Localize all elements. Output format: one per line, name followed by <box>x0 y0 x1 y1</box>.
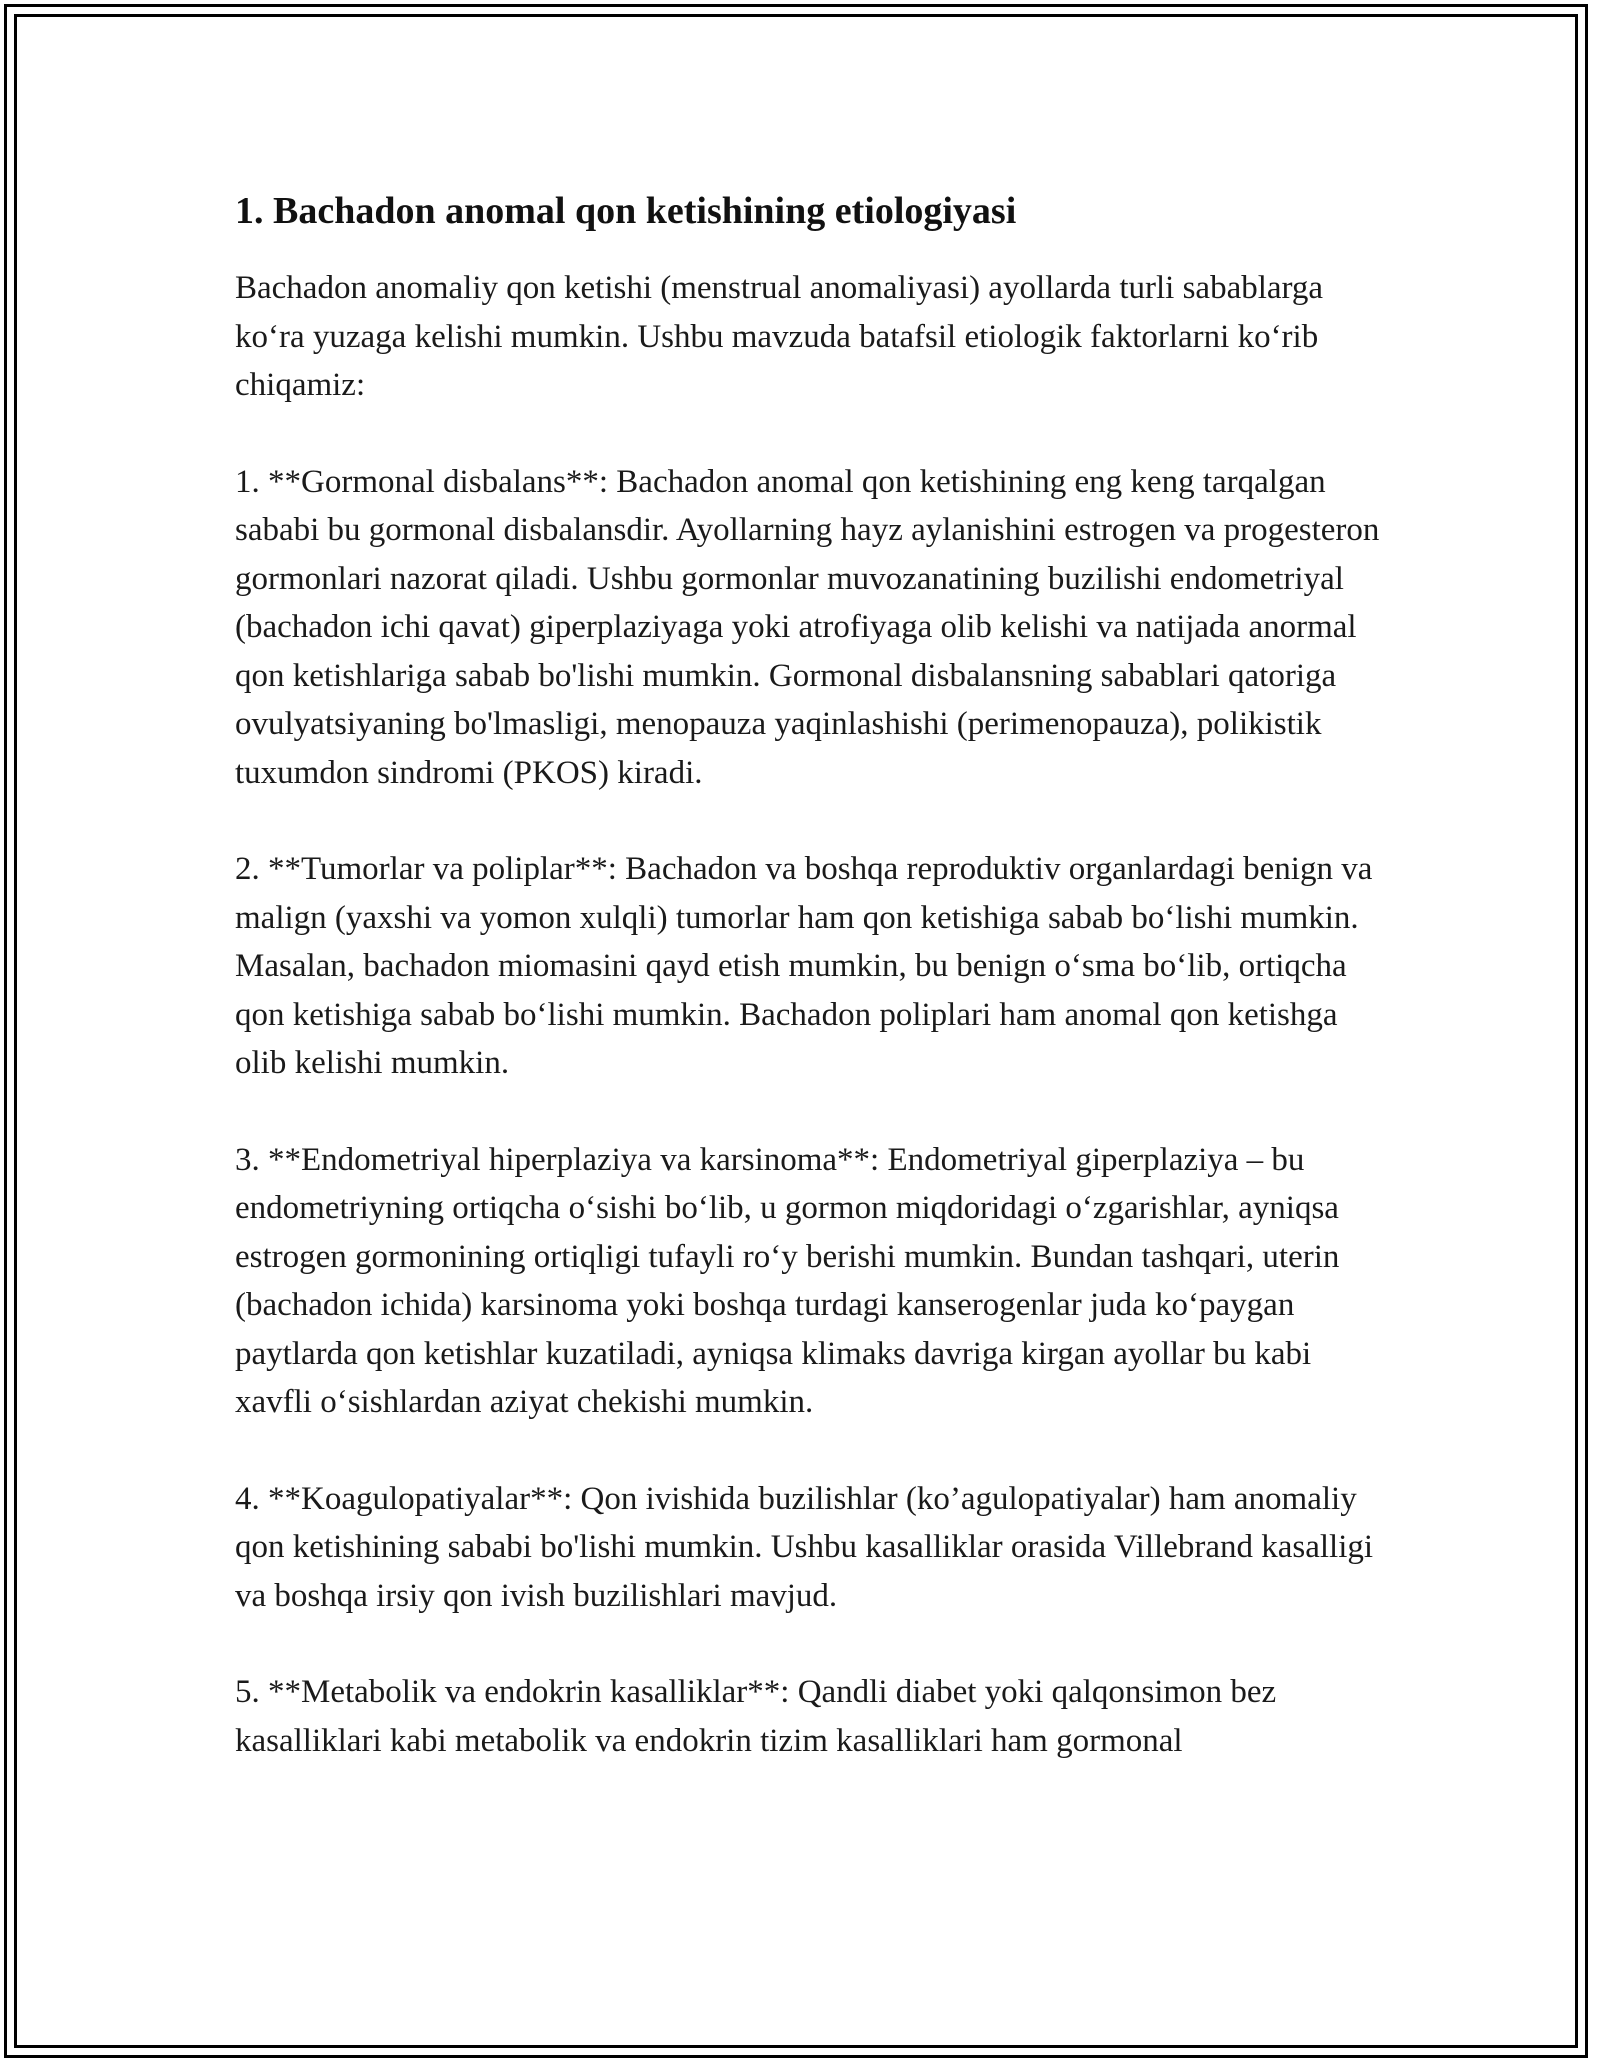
paragraph-endometrial-hyperplasia: 3. **Endometriyal hiperplaziya va karsinoma**: Endometriyal giperplaziya – bu endometriyning ortiqcha o‘sishi bo‘lib, u gormon miqdoridagi o‘zgarishlar, ayniqsa estrogen gormonining ortiqligi tufayli ro‘y berishi mumkin. Bundan tashqari, uterin (bachadon ichida) karsinoma yoki boshqa turdagi kanserogenlar juda ko‘paygan paytlarda qon ketishlar kuzatiladi, ayniqsa klimaks davriga kirgan ayollar bu kabi xavfli o‘sishlardan aziyat chekishi mumkin. <box>235 1141 1340 1420</box>
document-body <box>235 186 1385 1813</box>
paragraph-tumors-polyps: 2. **Tumorlar va poliplar**: Bachadon va boshqa reproduktiv organlardagi benign va malign (yaxshi va yomon xulqli) tumorlar ham qon ketishiga sabab bo‘lishi mumkin. Masalan, bachadon miomasini qayd etish mumkin, bu benign o‘sma bo‘lib, ortiqcha qon ketishiga sabab bo‘lishi mumkin. Bachadon poliplari ham anomal qon ketishga olib kelishi mumkin. <box>235 851 1373 1081</box>
paragraph-coagulopathies: 4. **Koagulopatiyalar**: Qon ivishida buzilishlar (ko’agulopatiyalar) ham anomaliy qon ketishining sababi bo'lishi mumkin. Ushbu kasalliklar orasida Villebrand kasalligi va boshqa irsiy qon ivish buzilishlari mavjud. <box>235 1480 1374 1614</box>
intro-paragraph: Bachadon anomaliy qon ketishi (menstrual anomaliyasi) ayollarda turli sabablarga ko‘ra yuzaga kelishi mumkin. Ushbu mavzuda batafsil etiologik faktorlarni ko‘rib chiqamiz: <box>235 270 1324 403</box>
section-heading: 1. Bachadon anomal qon ketishining etiologiyasi <box>235 190 1017 232</box>
paragraph-metabolic-endocrine: 5. **Metabolik va endokrin kasalliklar**: Qandli diabet yoki qalqonsimon bez kasalliklari kabi metabolik va endokrin tizim kasalliklari ham gormonal <box>235 1674 1277 1759</box>
paragraph-hormonal-imbalance: 1. **Gormonal disbalans**: Bachadon anomal qon ketishining eng keng tarqalgan sababi bu gormonal disbalansdir. Ayollarning hayz aylanishini estrogen va progesteron gormonlari nazorat qiladi. Ushbu gormonlar muvozanatining buzilishi endometriyal (bachadon ichi qavat) giperplaziyaga yoki atrofiyaga olib kelishi va natijada anormal qon ketishlariga sabab bo'lishi mumkin. Gormonal disbalansning sabablari qatoriga ovulyatsiyaning bo'lmasligi, menopauza yaqinlashishi (perimenopauza), polikistik tuxumdon sindromi (PKOS) kiradi. <box>235 463 1380 791</box>
